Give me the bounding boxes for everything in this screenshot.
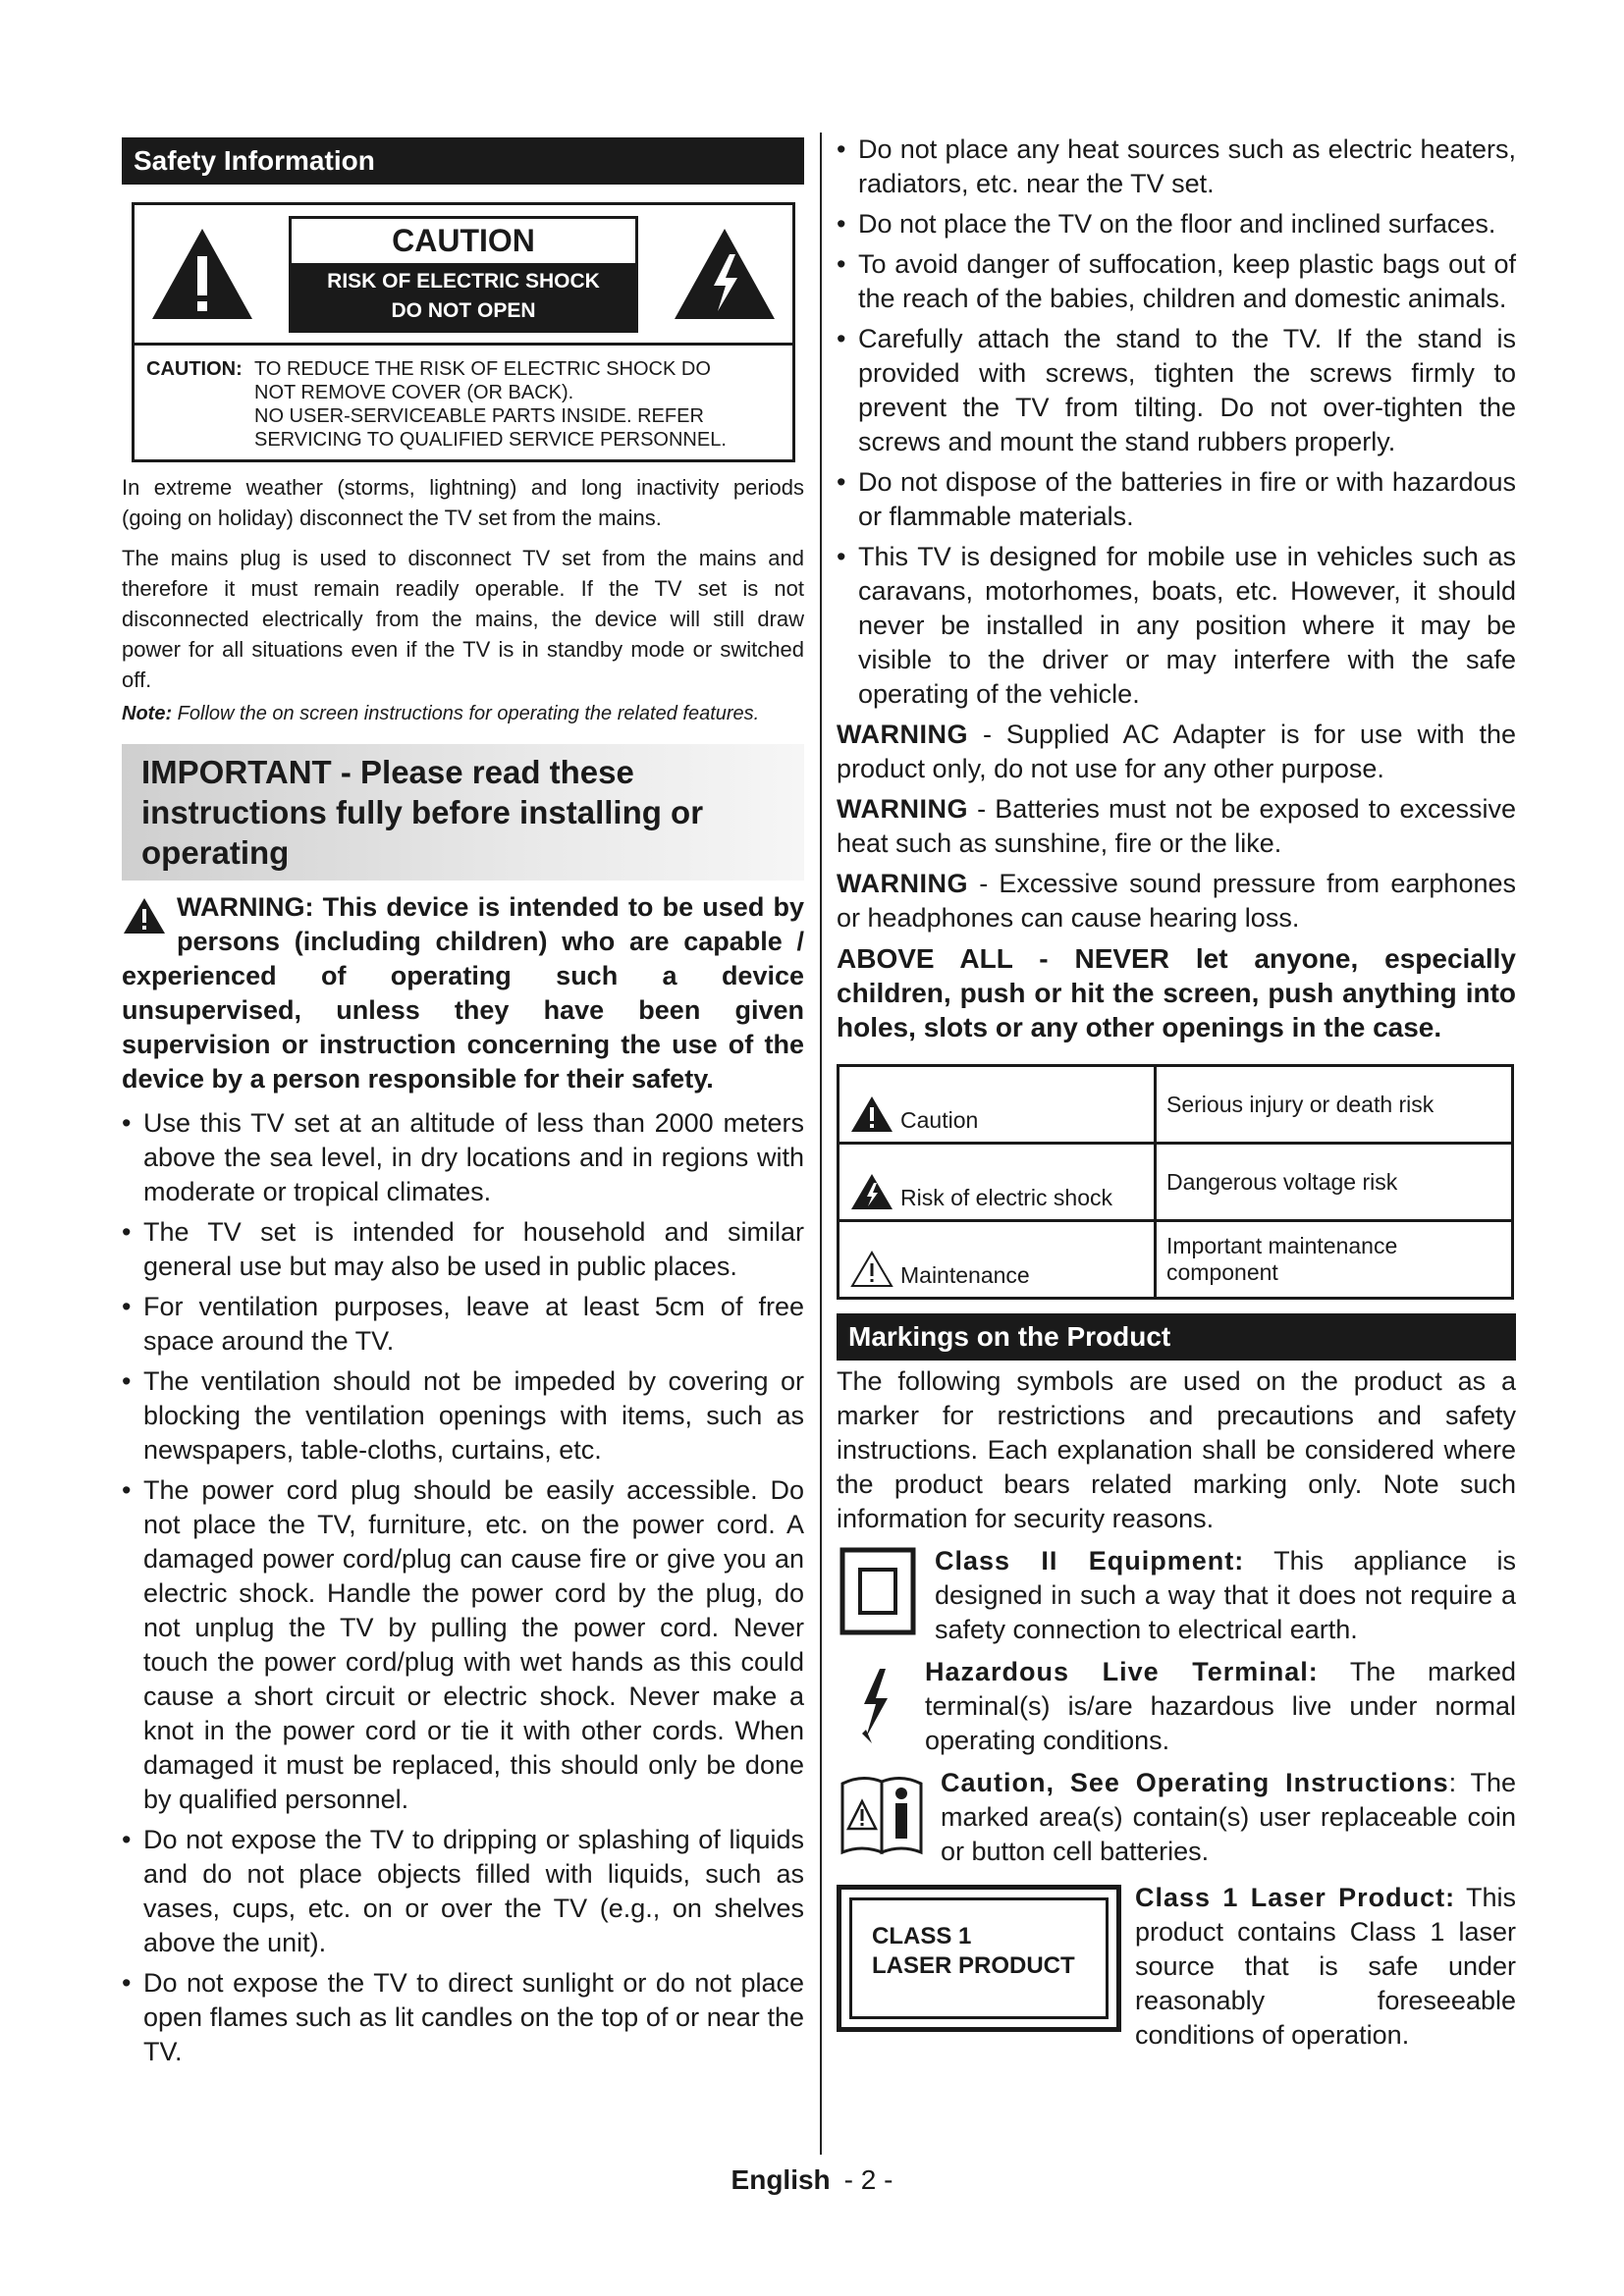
safety-information-heading: Safety Information	[122, 137, 804, 185]
list-item: • To avoid danger of suffocation, keep plastic bags out of the reach of the babies, children and domestic animals.	[837, 247, 1516, 316]
caution-line: TO REDUCE THE RISK OF ELECTRIC SHOCK DO	[254, 358, 711, 380]
adapter-warning	[837, 718, 1516, 786]
symbol-label: Caution	[900, 1107, 979, 1133]
electric-shock-icon	[849, 1172, 894, 1211]
class-ii-marker	[837, 1544, 1516, 1647]
symbol-meaning: Important maintenance component	[1156, 1221, 1513, 1299]
footer-language: English	[731, 2164, 831, 2195]
column-divider	[820, 133, 822, 2155]
class-ii-icon	[837, 1544, 925, 1638]
marker-text: : The marked area(s) contain(s) user replaceable coin or button cell batteries.	[941, 1768, 1516, 1866]
page-number: - 2 -	[843, 2164, 893, 2195]
marker-title: Caution, See Operating Instructions	[941, 1768, 1449, 1797]
hearing-warning	[837, 867, 1516, 935]
markings-intro: The following symbols are used on the product as a marker for restrictions and precautions and safety instructions. Each explanation shall be considered where the product bears related marking only. Note such information for security reasons.	[837, 1366, 1516, 1533]
list-item: • The TV set is intended for household and similar general use but may also be used in public places.	[122, 1215, 804, 1284]
warning-label: WARNING	[837, 794, 968, 824]
list-item: • The power cord plug should be easily accessible. Do not place the TV, furniture, etc. on the power cord. A damaged power cord/plug can cause fire or give you an electric shock. Handle the power cord by the plug, do not unplug the TV by pulling the power cord. Never touch the power cord/plug with wet hands as this could cause a short circuit or electric shock. Never make a knot in the power cord or tie it with other cords. When damaged it must be replaced, this should only be done by qualified personnel.	[122, 1473, 804, 1817]
above-all-warning: ABOVE ALL - NEVER let anyone, especially children, push or hit the screen, push anything into holes, slots or any other openings in the case.	[837, 943, 1516, 1042]
marker-title: Class II Equipment:	[935, 1546, 1245, 1575]
marker-text: This product contains Class 1 laser source that is safe under reasonably foreseeable conditions of operation.	[1135, 1883, 1516, 2050]
battery-warning	[837, 792, 1516, 861]
symbol-label: Maintenance	[900, 1262, 1030, 1288]
caution-title: CAUTION	[392, 222, 535, 258]
weather-paragraph: In extreme weather (storms, lightning) and long inactivity periods (going on holiday) disconnect the TV set from the mains.	[122, 475, 804, 530]
caution-text-label: CAUTION:	[146, 358, 243, 380]
left-column	[122, 137, 804, 2075]
mains-plug-paragraph: The mains plug is used to disconnect TV set from the mains and therefore it must remain readily operable. If the TV set is not disconnected electrically from the mains, the device will still draw power for all situations even if the TV is in standby mode or switched off.	[122, 546, 804, 692]
warning-text: - Batteries must not be exposed to excessive heat such as sunshine, fire or the like.	[837, 794, 1516, 858]
warning-text: - Excessive sound pressure from earphones or headphones can cause hearing loss.	[837, 869, 1516, 933]
operating-instructions-icon	[837, 1766, 931, 1860]
table-row	[839, 1066, 1513, 1144]
symbol-label: Risk of electric shock	[900, 1185, 1113, 1210]
caution-line: SERVICING TO QUALIFIED SERVICE PERSONNEL.	[254, 429, 727, 451]
exclamation-warning-icon	[148, 225, 256, 323]
laser-label-line1: CLASS 1	[872, 1923, 972, 1949]
caution-sub-line1: RISK OF ELECTRIC SHOCK	[327, 269, 600, 293]
marker-text: This appliance is designed in such a way that it does not require a safety connection to electrical earth.	[935, 1546, 1516, 1644]
right-bullet-list	[837, 133, 1516, 712]
caution-line: NO USER-SERVICEABLE PARTS INSIDE. REFER	[254, 405, 704, 427]
list-item: • This TV is designed for mobile use in vehicles such as caravans, motorhomes, boats, etc. However, it should never be installed in any position where it may be visible to the driver or may interfere with the safe operating of the vehicle.	[837, 540, 1516, 712]
list-item: • Do not dispose of the batteries in fire or with hazardous or flammable materials.	[837, 465, 1516, 534]
page-footer	[0, 2164, 1624, 2196]
list-item: • Do not place any heat sources such as electric heaters, radiators, etc. near the TV set.	[837, 133, 1516, 201]
caution-center-panel	[289, 216, 638, 333]
caution-line: NOT REMOVE COVER (OR BACK).	[254, 382, 574, 403]
list-item: • Do not expose the TV to dripping or splashing of liquids and do not place objects filled with liquids, such as vases, cups, etc. on or over the TV (e.g., on shelves above the unit).	[122, 1823, 804, 1960]
symbol-table	[837, 1064, 1514, 1300]
warning-label: WARNING	[837, 720, 968, 749]
warning-text: - Supplied AC Adapter is for use with the product only, do not use for any other purpose.	[837, 720, 1516, 783]
note-paragraph	[122, 701, 804, 726]
list-item: • Do not place the TV on the floor and inclined surfaces.	[837, 207, 1516, 241]
important-banner: IMPORTANT - Please read these instructions fully before installing or operating	[122, 744, 804, 881]
laser-label-line2: LASER PRODUCT	[872, 1952, 1075, 1979]
marker-text: The marked terminal(s) is/are hazardous live under normal operating conditions.	[925, 1657, 1516, 1755]
device-warning-text: WARNING: This device is intended to be used by persons (including children) who are capable / experienced of operating such a device unsupervised, unless they have been given supervision or instruction concerning the use of the device by a person responsible for their safety.	[122, 892, 804, 1094]
markings-heading: Markings on the Product	[837, 1313, 1516, 1361]
caution-sub-line2: DO NOT OPEN	[391, 298, 536, 322]
list-item: • Use this TV set at an altitude of less than 2000 meters above the sea level, in dry locations and in regions with moderate or tropical climates.	[122, 1106, 804, 1209]
symbol-meaning: Serious injury or death risk	[1156, 1066, 1513, 1144]
operating-instructions-marker	[837, 1766, 1516, 1869]
maintenance-icon	[849, 1250, 894, 1289]
list-item: • The ventilation should not be impeded by covering or blocking the ventilation openings with items, such as newspapers, table-cloths, curtains, etc.	[122, 1364, 804, 1468]
hazardous-live-icon	[837, 1655, 915, 1753]
laser-product-marker	[837, 1881, 1516, 2053]
caution-label-box	[132, 202, 795, 462]
device-warning	[122, 890, 804, 1096]
caution-text	[135, 343, 792, 459]
list-item: • Carefully attach the stand to the TV. If the stand is provided with screws, tighten the screws firmly to prevent the TV from tilting. Do not over-tighten the screws and mount the stand rubbers properly.	[837, 322, 1516, 459]
right-column	[837, 133, 1516, 2053]
caution-triangle-icon	[849, 1095, 894, 1134]
list-item: • For ventilation purposes, leave at least 5cm of free space around the TV.	[122, 1290, 804, 1359]
symbol-meaning: Dangerous voltage risk	[1156, 1144, 1513, 1221]
note-text: Follow the on screen instructions for operating the related features.	[177, 703, 760, 724]
hazardous-live-marker	[837, 1655, 1516, 1758]
marker-title: Hazardous Live Terminal:	[925, 1657, 1319, 1686]
marker-title: Class 1 Laser Product:	[1135, 1883, 1456, 1912]
table-row	[839, 1144, 1513, 1221]
warning-triangle-icon	[122, 896, 167, 935]
caution-subtitle	[292, 263, 635, 330]
note-label: Note:	[122, 703, 173, 724]
table-row	[839, 1221, 1513, 1299]
warning-label: WARNING	[837, 869, 968, 898]
laser-label-icon	[837, 1885, 1121, 2032]
list-item: • Do not expose the TV to direct sunlight or do not place open flames such as lit candles on the top of or near the TV.	[122, 1966, 804, 2069]
lightning-warning-icon	[671, 225, 779, 323]
left-bullet-list	[122, 1106, 804, 2069]
